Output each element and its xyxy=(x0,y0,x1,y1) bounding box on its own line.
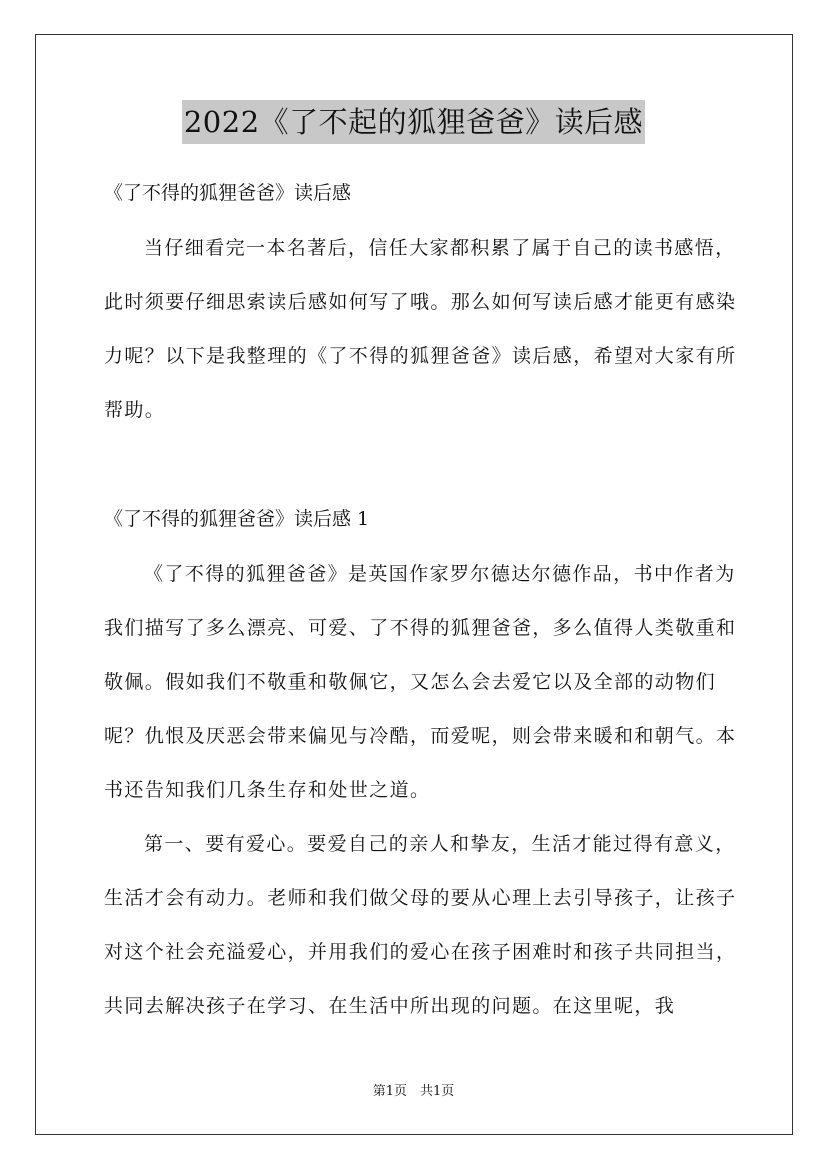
document-title-text: 2022《了不起的狐狸爸爸》读后感 xyxy=(182,100,645,144)
section-paragraph-2: 第一、要有爱心。要爱自己的亲人和挚友，生活才能过得有意义，生活才会有动力。老师和我们做父母的要从心理上去引导孩子，让孩子对这个社会充溢爱心，并用我们的爱心在孩子困难时和孩子共同担当，共同去解决孩子在学习、在生活中所出现的问题。在这里呢，我 xyxy=(104,833,737,1017)
section-paragraph-1: 《了不得的狐狸爸爸》是英国作家罗尔德达尔德作品，书中作者为我们描写了多么漂亮、可爱、了不得的狐狸爸爸，多么值得人类敬重和敬佩。假如我们不敬重和敬佩它，又怎么会去爱它以及全部的动物们呢？仇恨及厌恶会带来偏见与冷酷，而爱呢，则会带来暖和和朝气。本书还告知我们几条生存和处世之道。 xyxy=(104,563,737,801)
intro-heading: 《了不得的狐狸爸爸》读后感 xyxy=(104,182,352,204)
section-heading: 《了不得的狐狸爸爸》读后感 1 xyxy=(104,508,370,530)
document-title xyxy=(0,100,827,144)
page-footer: 第1页 共1页 xyxy=(372,1084,455,1099)
intro-paragraph: 当仔细看完一本名著后，信任大家都积累了属于自己的读书感悟，此时须要仔细思索读后感如何写了哦。那么如何写读后感才能更有感染力呢？以下是我整理的《了不得的狐狸爸爸》读后感，希望对大家有所帮助。 xyxy=(104,237,737,421)
